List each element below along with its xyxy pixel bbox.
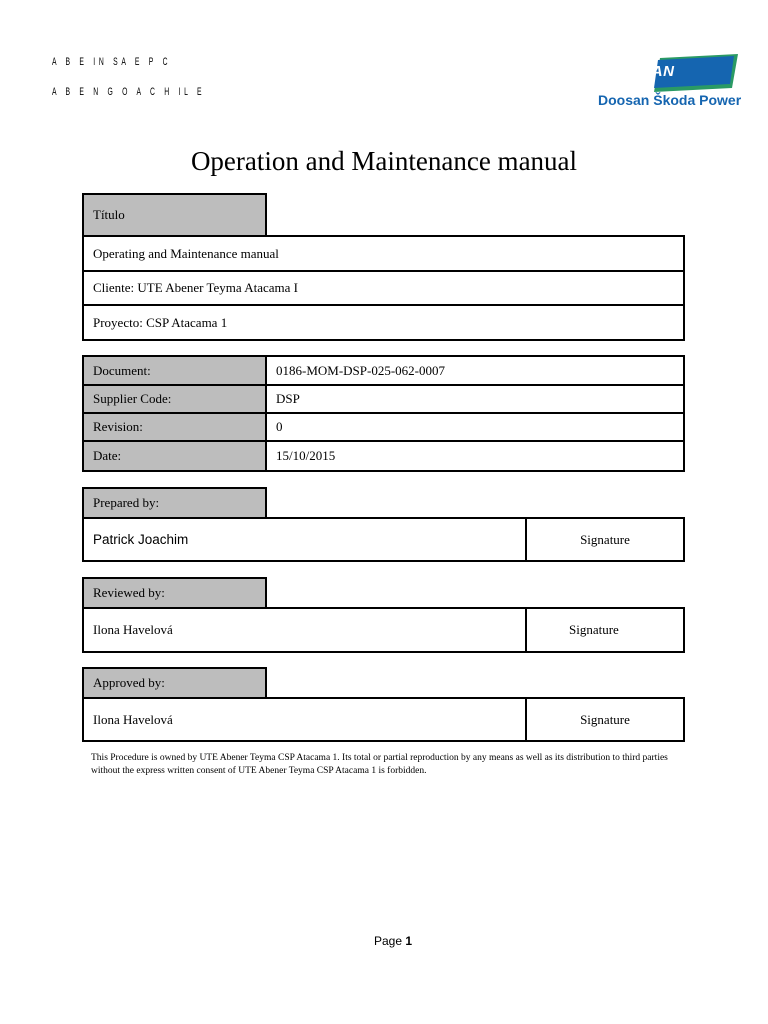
approved-by-label: Approved by:: [82, 667, 267, 699]
logo-caption: Doosan Škoda Power: [598, 92, 742, 108]
supplier-code-label: Supplier Code:: [82, 384, 267, 414]
page-label: Page: [373, 934, 402, 948]
page-number-value: 1: [405, 934, 413, 948]
prepared-by-name: Patrick Joachim: [82, 517, 527, 562]
ownership-notice: This Procedure is owned by UTE Abener Teyma CSP Atacama 1. Its total or partial reproduction by any means as well as its distribution to third parties without the express written consent of UTE Abener Teyma CSP Atacama 1 is forbidden.: [91, 753, 668, 776]
revision-value: 0: [265, 412, 685, 442]
company-name-line1: A B E IN SA E P C: [52, 56, 172, 68]
approved-by-signature: Signature: [525, 697, 685, 742]
page-number: [0, 934, 768, 948]
client-row: Cliente: UTE Abener Teyma Atacama I: [82, 270, 685, 306]
project-row: Proyecto: CSP Atacama 1: [82, 304, 685, 341]
document-label: Document:: [82, 355, 267, 386]
revision-label: Revision:: [82, 412, 267, 442]
doosan-logo: [598, 54, 740, 114]
prepared-by-signature: Signature: [525, 517, 685, 562]
prepared-by-label: Prepared by:: [82, 487, 267, 519]
page-title: Operation and Maintenance manual: [190, 146, 578, 176]
titulo-row: Operating and Maintenance manual: [82, 235, 685, 272]
titulo-label: Título: [82, 193, 267, 237]
reviewed-by-signature: Signature: [525, 607, 685, 653]
date-label: Date:: [82, 440, 267, 472]
supplier-code-value: DSP: [265, 384, 685, 414]
company-name-line2: A B E N G O A C H IL E: [52, 86, 206, 98]
reviewed-by-label: Reviewed by:: [82, 577, 267, 609]
document-value: 0186-MOM-DSP-025-062-0007: [265, 355, 685, 386]
date-value: 15/10/2015: [265, 440, 685, 472]
approved-by-name: Ilona Havelová: [82, 697, 527, 742]
logo-badge-text: DOOSAN: [605, 63, 675, 80]
reviewed-by-name: Ilona Havelová: [82, 607, 527, 653]
